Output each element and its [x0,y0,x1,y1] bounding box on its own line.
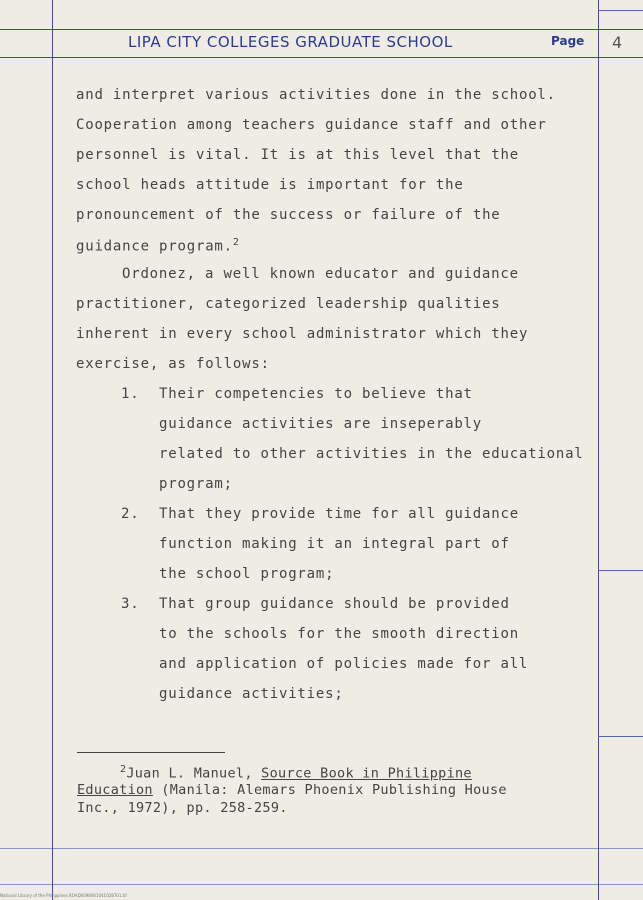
footnote-title: Education [77,782,153,798]
archive-note: National Library of the Philippines ROAD0098001041028701.tif [0,893,127,898]
body-line: inherent in every school administrator which they [76,326,529,342]
footnote-publisher: (Manila: Alemars Phoenix Publishing House [152,782,507,798]
list-item-line: and application of policies made for all [159,656,529,672]
footnote-reference: 2 [232,237,240,248]
body-line: Ordonez, a well known educator and guidance [122,266,519,282]
bottom-rule-1 [0,848,643,849]
list-item-line: guidance activities; [159,686,344,702]
body-line-text: guidance program. [76,238,233,255]
left-margin-rule [52,0,53,900]
page-header-title: LIPA CITY COLLEGES GRADUATE SCHOOL [128,33,453,51]
header-top-rule [0,29,643,30]
footnote-separator [77,752,225,753]
list-item-number: 3. [121,596,140,612]
list-item-line: related to other activities in the educational [159,446,584,462]
body-line [76,237,240,255]
list-item-line: function making it an integral part of [159,536,510,552]
list-item-line: program; [159,476,233,492]
body-line: and interpret various activities done in the school. [76,87,556,103]
list-item-line: Their competencies to believe that [159,386,473,402]
body-line: exercise, as follows: [76,356,270,372]
bottom-rule-2 [0,884,643,885]
right-margin-tick [598,10,643,11]
body-line: pronouncement of the success or failure of the [76,207,501,223]
list-item-line: That they provide time for all guidance [159,506,519,522]
footnote-author: Juan L. Manuel, [126,765,262,782]
list-item-line: the school program; [159,566,335,582]
list-item-number: 1. [121,386,140,402]
header-bottom-rule [0,57,643,58]
right-margin-rule [598,0,599,900]
list-item-line: guidance activities are inseperably [159,416,483,432]
body-line: practitioner, categorized leadership qualities [76,296,501,312]
footnote-line: Inc., 1972), pp. 258-259. [77,800,288,816]
list-item-line: to the schools for the smooth direction [159,626,519,642]
body-line: personnel is vital. It is at this level that the [76,147,519,163]
body-line: school heads attitude is important for the [76,177,464,193]
list-item-number: 2. [121,506,140,522]
list-item-line: That group guidance should be provided [159,596,510,612]
footnote-marker: 2 [120,764,127,775]
page-label: Page [551,34,585,48]
right-margin-tick [598,570,643,571]
footnote-line [120,764,472,782]
page-number: 4 [612,33,623,52]
body-line: Cooperation among teachers guidance staff and other [76,117,547,133]
footnote-title: Source Book in Philippine [261,765,472,782]
right-margin-tick [598,736,643,737]
footnote-line [77,782,507,798]
